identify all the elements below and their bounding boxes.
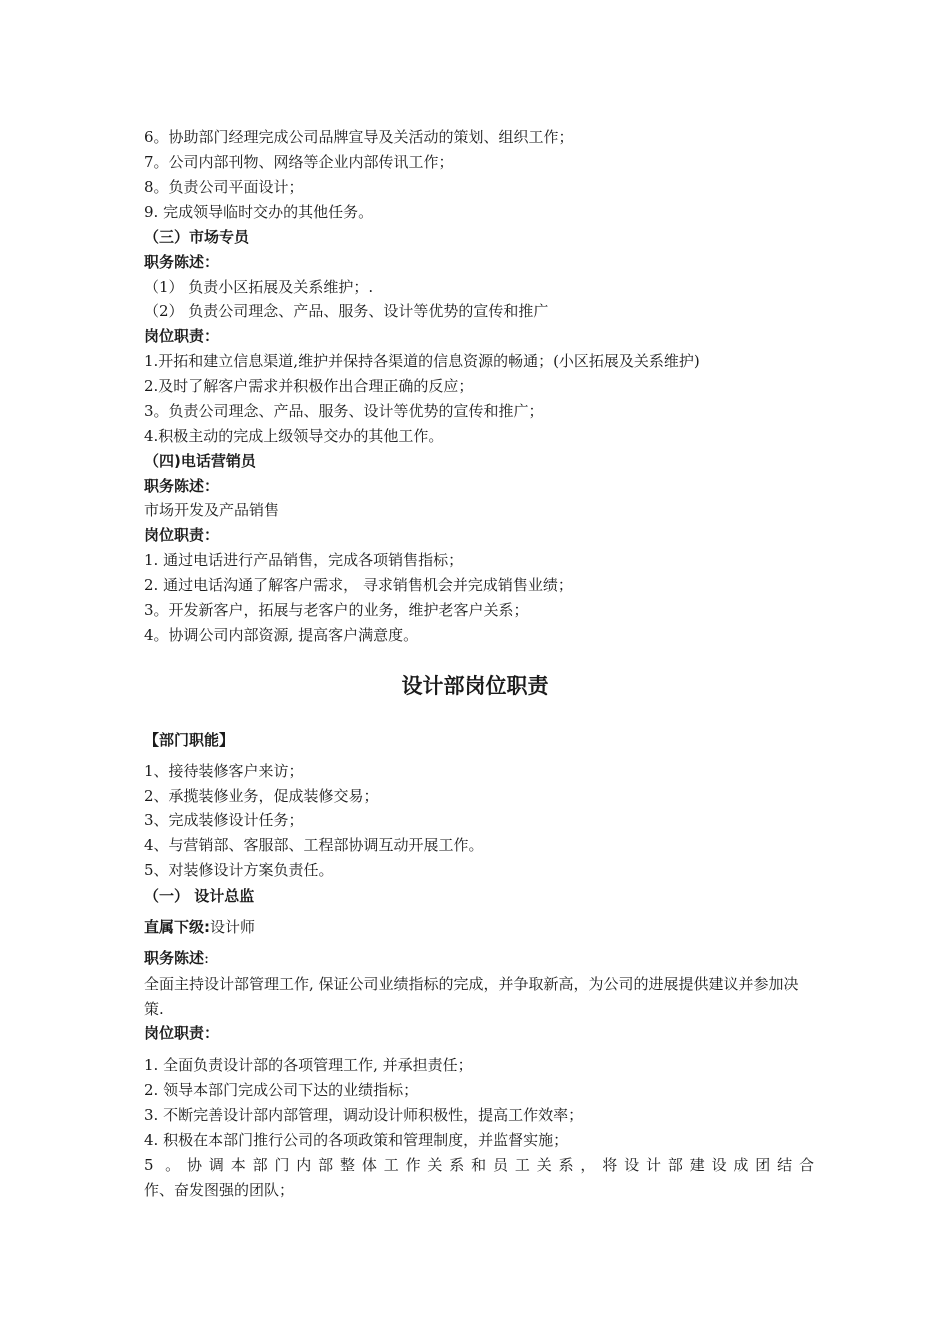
list-item: 2. 通过电话沟通了解客户需求， 寻求销售机会并完成销售业绩；: [144, 576, 573, 594]
list-item: 3、完成装修设计任务；: [144, 811, 304, 829]
report-label: 直属下级:: [144, 918, 210, 936]
list-item: 2.及时了解客户需求并积极作出合理正确的反应；: [144, 377, 474, 395]
list-item: 3。开发新客户，拓展与老客户的业务，维护老客户关系；: [144, 601, 529, 619]
desc-label: 职务陈述：: [144, 253, 220, 271]
duty-label: 岗位职责：: [144, 1024, 220, 1042]
list-item: 5 。协调本部门内部整体工作关系和员工关系，将设计部建设成团结合: [144, 1156, 814, 1174]
list-item: 2. 领导本部门完成公司下达的业绩指标；: [144, 1081, 419, 1099]
list-item: 5、对装修设计方案负责任。: [144, 861, 334, 879]
desc-label: 职务陈述: [144, 949, 205, 967]
section-heading: （四)电话营销员: [144, 452, 256, 470]
list-item: 4.积极主动的完成上级领导交办的其他工作。: [144, 427, 444, 445]
list-item: 1、接待装修客户来访；: [144, 762, 304, 780]
list-item: 1. 通过电话进行产品销售，完成各项销售指标；: [144, 551, 464, 569]
list-item: 8。负责公司平面设计；: [144, 178, 304, 196]
duty-label: 岗位职责：: [144, 526, 220, 544]
duty-label: 岗位职责：: [144, 327, 220, 345]
list-item: 6。协助部门经理完成公司品牌宣导及关活动的策划、组织工作；: [144, 128, 574, 146]
page-title: 设计部岗位职责: [401, 674, 549, 698]
desc-label: 职务陈述：: [144, 477, 220, 495]
list-item: 4. 积极在本部门推行公司的各项政策和管理制度，并监督实施；: [144, 1131, 569, 1149]
list-item: 2、承揽装修业务，促成装修交易；: [144, 787, 379, 805]
list-item: 4、与营销部、客服部、工程部协调互动开展工作。: [144, 836, 484, 854]
list-item: 9. 完成领导临时交办的其他任务。: [144, 203, 374, 221]
list-item: 3。负责公司理念、产品、服务、设计等优势的宣传和推广；: [144, 402, 544, 420]
list-item: 7。公司内部刊物、网络等企业内部传讯工作；: [144, 153, 454, 171]
list-item: （2） 负责公司理念、产品、服务、设计等优势的宣传和推广: [144, 302, 549, 320]
list-item: 作、奋发图强的团队；: [144, 1181, 295, 1199]
desc-text: 全面主持设计部管理工作, 保证公司业绩指标的完成，并争取新高，为公司的进展提供建议并参加决策.: [144, 975, 799, 1018]
section-heading: （一） 设计总监: [144, 887, 255, 905]
list-item: （1） 负责小区拓展及关系维护；.: [144, 278, 374, 296]
list-item: 1. 全面负责设计部的各项管理工作, 并承担责任；: [144, 1056, 473, 1074]
desc-colon: :: [204, 949, 210, 967]
list-item: 4。协调公司内部资源, 提高客户满意度。: [144, 626, 419, 644]
desc-text: 市场开发及产品销售: [144, 501, 280, 519]
section-heading: （三）市场专员: [144, 228, 250, 246]
list-item: 1.开拓和建立信息渠道,维护并保持各渠道的信息资源的畅通；(小区拓展及关系维护): [144, 352, 700, 370]
desc-line: [144, 947, 814, 969]
section-heading: 【部门职能】: [144, 731, 235, 749]
report-value: 设计师: [210, 918, 256, 936]
report-line: [144, 916, 814, 938]
list-item: 3. 不断完善设计部内部管理，调动设计师积极性，提高工作效率；: [144, 1106, 584, 1124]
